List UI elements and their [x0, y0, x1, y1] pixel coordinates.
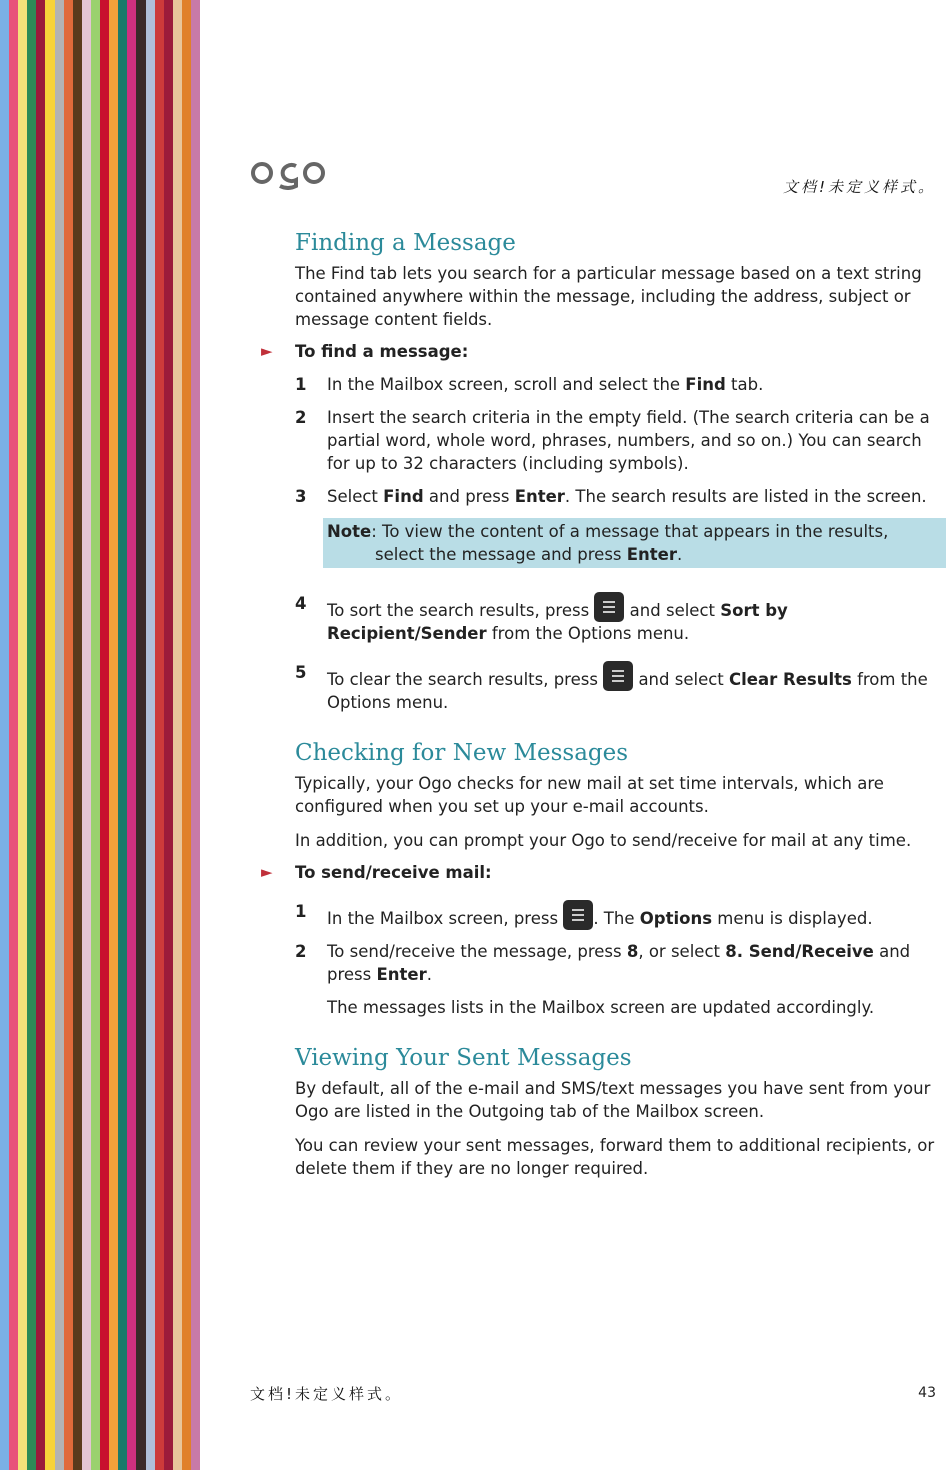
page-content	[261, 230, 946, 1191]
stripe	[64, 0, 73, 1470]
stripe	[91, 0, 100, 1470]
viewing-p1: By default, all of the e-mail and SMS/text messages you have sent from your Ogo are listed in the Outgoing tab of the Mailbox screen.	[295, 1079, 931, 1121]
step-item: 1 In the Mailbox screen, scroll and select the Find tab.	[295, 375, 764, 394]
stripe	[155, 0, 164, 1470]
procedure-find: ► To find a message:	[261, 342, 469, 361]
step-result: The messages lists in the Mailbox screen are updated accordingly.	[327, 998, 875, 1017]
stripe	[18, 0, 27, 1470]
stripe	[9, 0, 18, 1470]
stripe	[82, 0, 91, 1470]
stripe	[182, 0, 191, 1470]
checking-p2: In addition, you can prompt your Ogo to send/receive for mail at any time.	[295, 831, 912, 850]
section-title-finding: Finding a Message	[295, 230, 516, 256]
stripe	[0, 0, 9, 1470]
stripe	[109, 0, 118, 1470]
stripe	[146, 0, 155, 1470]
step-item: 2 To send/receive the message, press 8, or select 8. Send/Receive and press Enter.	[295, 942, 911, 984]
stripe	[45, 0, 54, 1470]
stripe	[164, 0, 173, 1470]
procedure-send-receive: ► To send/receive mail:	[261, 863, 492, 882]
ogo-logo	[250, 156, 330, 190]
stripe	[27, 0, 36, 1470]
section-title-viewing: Viewing Your Sent Messages	[295, 1045, 632, 1071]
arrow-right-icon: ►	[261, 342, 273, 360]
stripe	[100, 0, 109, 1470]
step-item: 3 Select Find and press Enter. The search results are listed in the screen.	[295, 487, 927, 506]
step-item: 2 Insert the search criteria in the empty field. (The search criteria can be a partial word, whole word, phrases, numbers, and so on.) You can search for up to 32 characters (including symbols).	[295, 408, 930, 473]
finding-intro: The Find tab lets you search for a particular message based on a text string contained anywhere within the message, including the address, subject or message content fields.	[295, 264, 922, 329]
step-item: 5 To clear the search results, press and select Clear Results from the Options menu.	[295, 663, 928, 712]
viewing-p2: You can review your sent messages, forward them to additional recipients, or delete them if they are no longer required.	[295, 1136, 935, 1178]
stripe	[173, 0, 182, 1470]
step-item: 4 To sort the search results, press and select Sort by Recipient/Sender from the Options menu.	[295, 594, 788, 643]
stripe	[36, 0, 45, 1470]
menu-button-icon	[594, 592, 624, 622]
stripe	[118, 0, 127, 1470]
stripe	[73, 0, 82, 1470]
section-title-checking: Checking for New Messages	[295, 740, 629, 766]
stripe	[55, 0, 64, 1470]
header-title: 文档!未定义样式。	[782, 178, 936, 196]
menu-button-icon	[563, 900, 593, 930]
note-box: Note: To view the content of a message that appears in the results, select the message and press Enter.	[323, 518, 946, 568]
menu-button-icon	[603, 661, 633, 691]
footer-title: 文档!未定义样式。	[250, 1385, 404, 1403]
arrow-right-icon: ►	[261, 863, 273, 881]
stripe	[127, 0, 136, 1470]
step-item: 1 In the Mailbox screen, press . The Options menu is displayed.	[295, 902, 873, 928]
page-number: 43	[918, 1385, 936, 1401]
decorative-stripes	[0, 0, 200, 1470]
stripe	[136, 0, 145, 1470]
checking-p1: Typically, your Ogo checks for new mail at set time intervals, which are configured when you set up your e-mail accounts.	[295, 774, 884, 816]
stripe	[191, 0, 200, 1470]
